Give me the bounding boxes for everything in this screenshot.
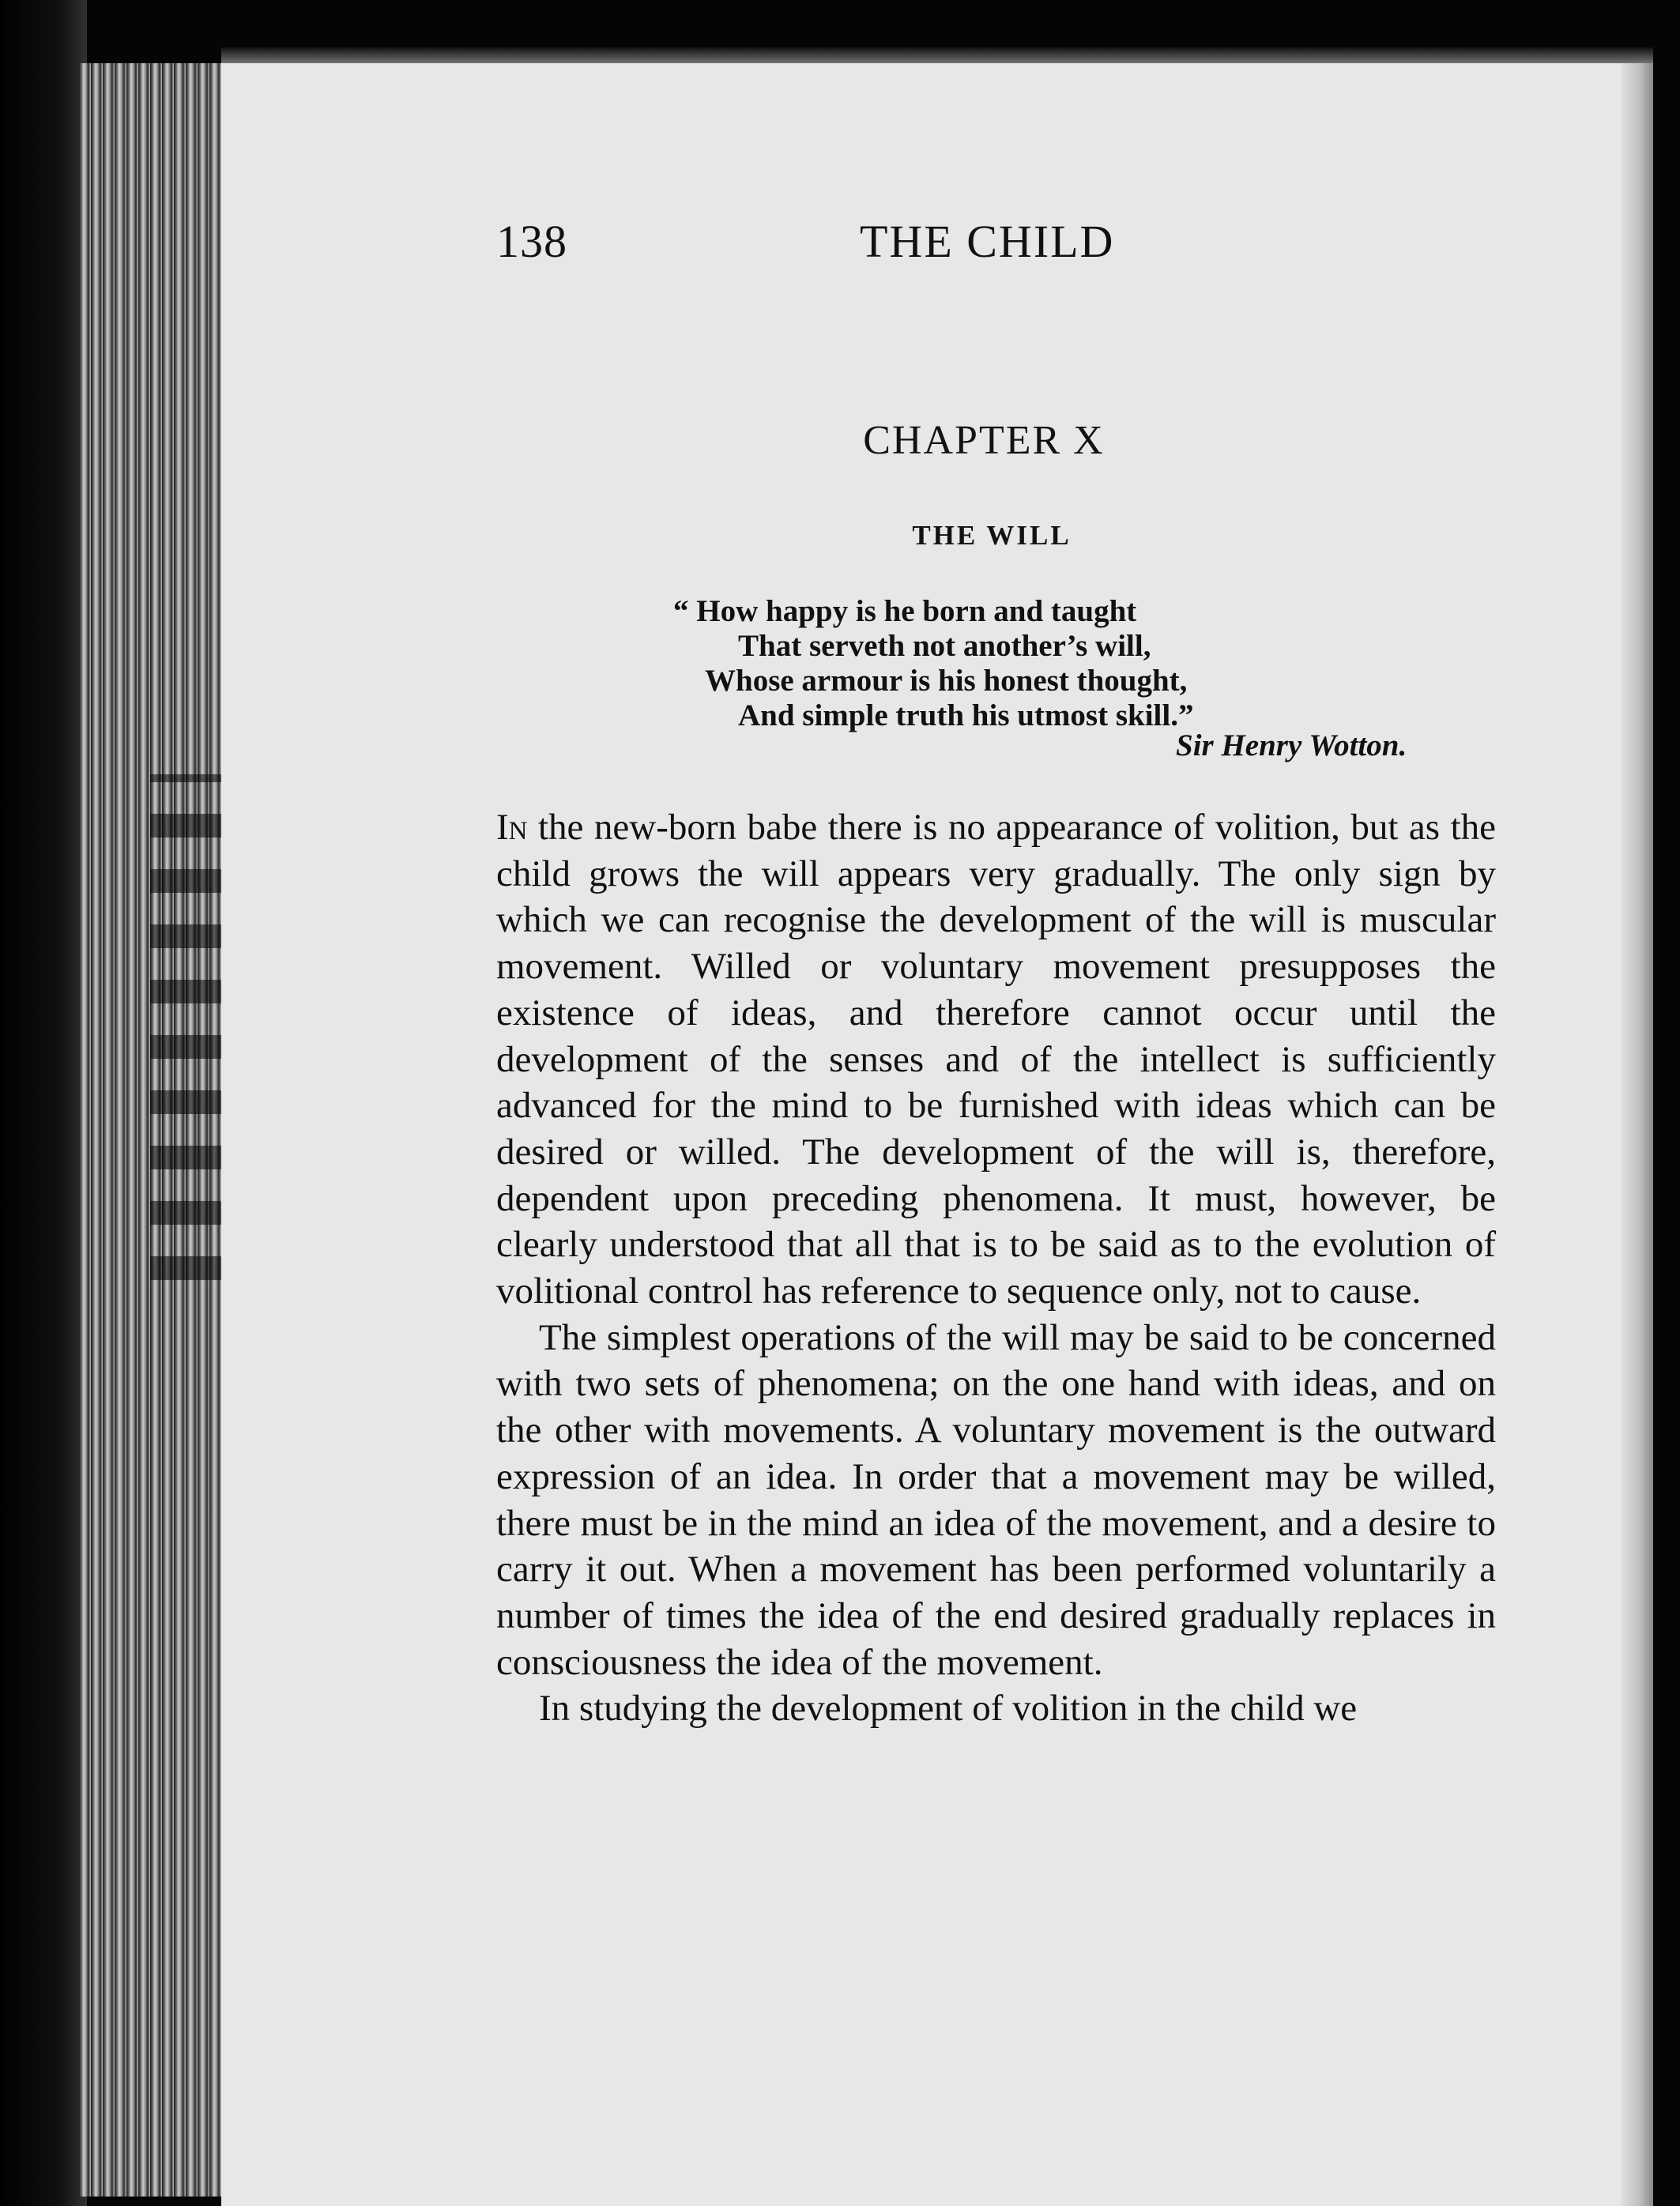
scan-background-left xyxy=(0,0,87,2206)
epigraph-attribution: Sir Henry Wotton. xyxy=(1176,728,1407,762)
epigraph-line: Whose armour is his honest thought, xyxy=(705,664,1188,698)
running-title: THE CHILD xyxy=(860,216,1115,267)
paragraph-text: the new-born babe there is no appearance of volition, but as the child grows the will appears very gradually. The only sign by which we can recognise the development of the will is muscular movement. Willed or voluntary movement presupposes the existence of ideas, and therefore cannot occur until the development of the senses and of the intellect is sufficiently advanced for the mind to be furnished with ideas which can be desired or willed. The development of the will is, therefore, dependent upon preceding phenomena. It must, however, be clearly understood that all that is to be said as to the evolution of volitional control has reference to sequence only, not to cause. xyxy=(496,807,1496,1312)
chapter-number: CHAPTER X xyxy=(863,418,1105,463)
paragraph: In studying the development of volition in the child we xyxy=(539,1688,1358,1730)
epigraph-line: That serveth not another’s will, xyxy=(738,629,1151,663)
page-gutter-shadow xyxy=(1622,63,1653,2206)
running-head xyxy=(496,215,1130,278)
epigraph-line: “ How happy is he born and taught xyxy=(673,594,1137,628)
paragraph xyxy=(496,804,1496,1315)
chapter-title: THE WILL xyxy=(912,520,1072,551)
epigraph xyxy=(673,594,1463,733)
paragraph-opening-word: In xyxy=(496,807,528,848)
binding-marks xyxy=(150,774,221,1312)
page-number: 138 xyxy=(496,216,567,267)
paragraph: The simplest operations of the will may be said to be concerned with two sets of phenomena; on the one hand with ideas, and on the other with movements. A voluntary movement is the outward expression of an idea. In order that a movement may be willed, there must be in the mind an idea of the movement, and a desire to carry it out. When a movement has been performed voluntarily a number of times the idea of the end desired gradually replaces in consciousness the idea of the movement. xyxy=(496,1316,1496,1683)
epigraph-line: And simple truth his utmost skill.” xyxy=(738,698,1194,732)
body-text xyxy=(496,804,1496,1732)
